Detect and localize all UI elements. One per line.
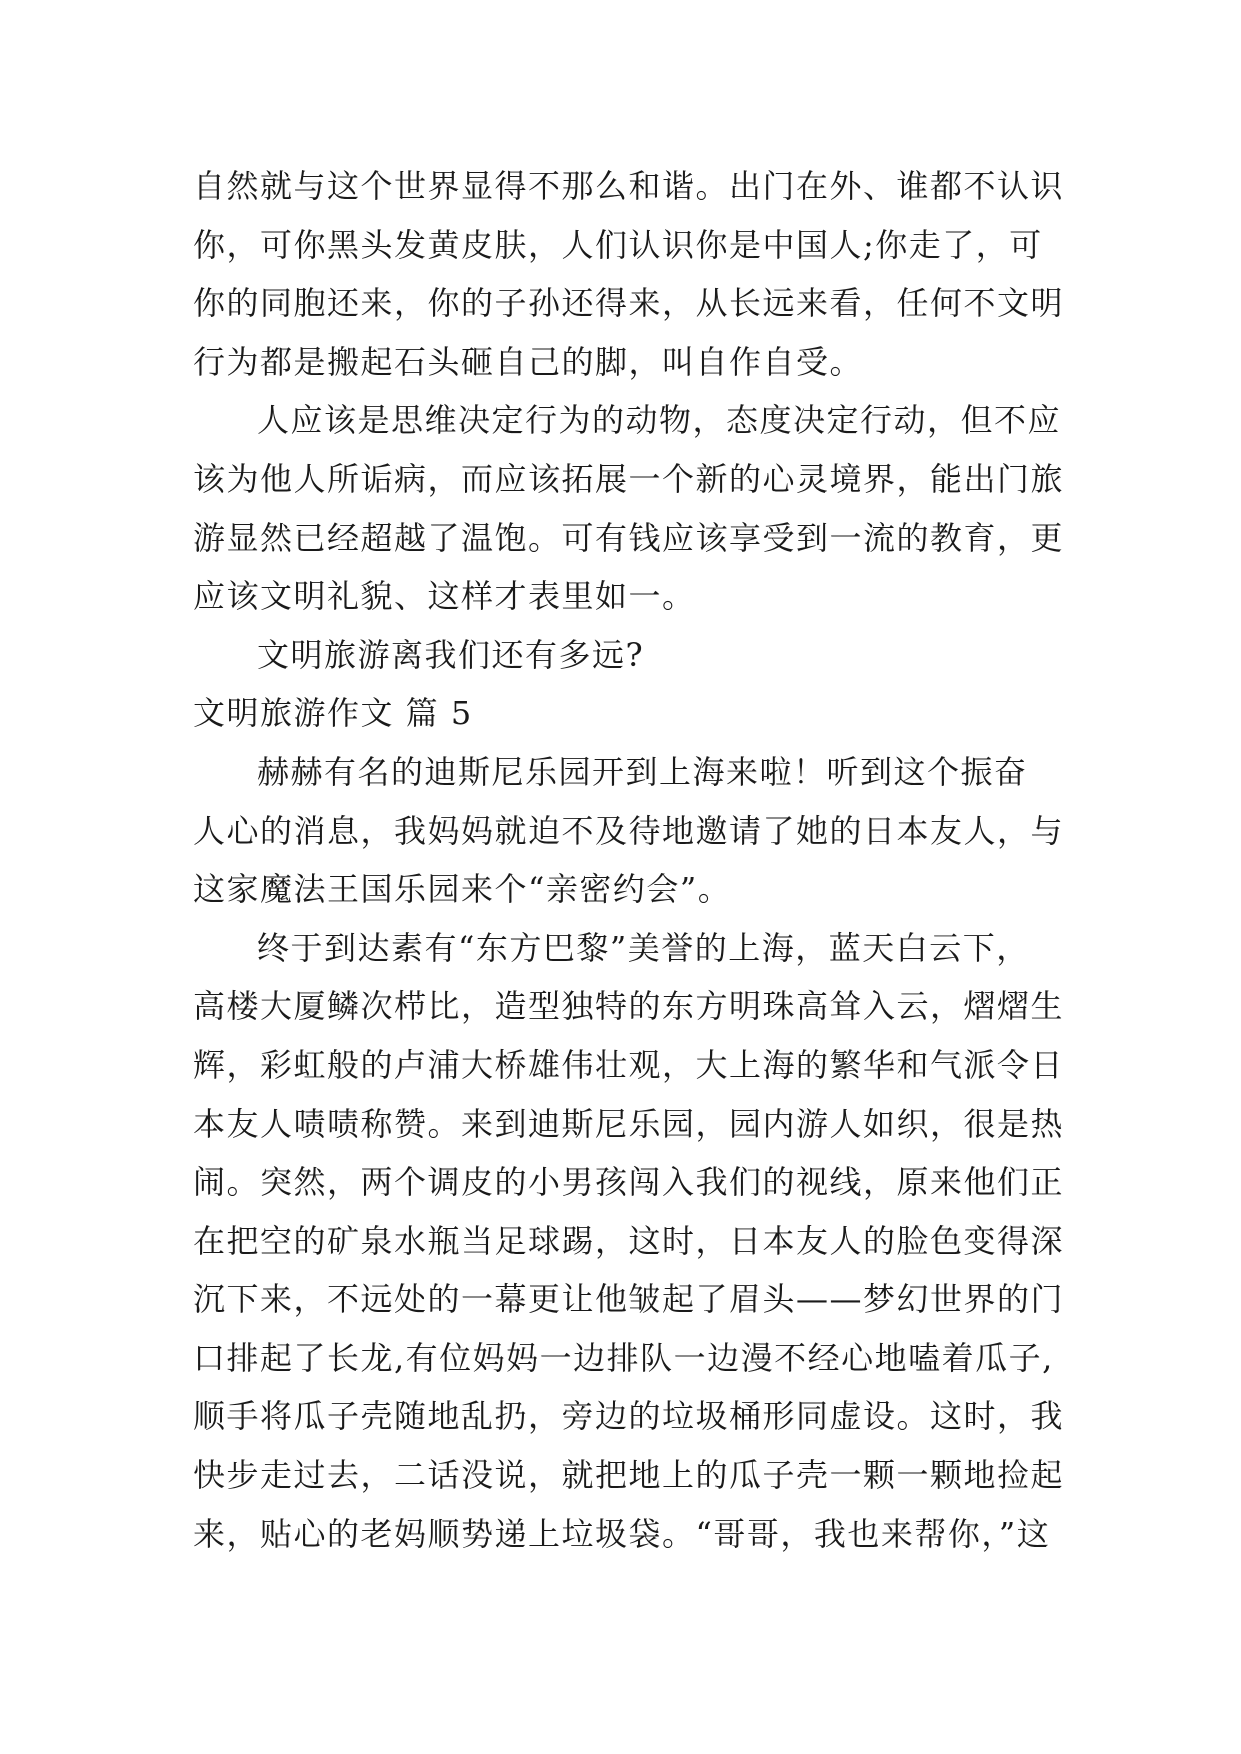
- text-line: 该为他人所诟病，而应该拓展一个新的心灵境界，能出门旅: [193, 459, 1065, 498]
- text-line: 游显然已经超越了温饱。可有钱应该享受到一流的教育，更: [193, 518, 1065, 557]
- text-line: 闹。突然，两个调皮的小男孩闯入我们的视线，原来他们正: [193, 1163, 1065, 1202]
- text-line: 高楼大厦鳞次栉比，造型独特的东方明珠高耸入云，熠熠生: [193, 987, 1065, 1026]
- document-body: [193, 157, 1063, 1563]
- text-line: 赫赫有名的迪斯尼乐园开到上海来啦！听到这个振奋: [257, 752, 1028, 791]
- text-line: 辉，彩虹般的卢浦大桥雄伟壮观，大上海的繁华和气派令日: [193, 1045, 1065, 1084]
- section-heading: 文明旅游作文 篇 5: [193, 694, 473, 733]
- text-line: 人心的消息，我妈妈就迫不及待地邀请了她的日本友人，与: [193, 811, 1065, 850]
- text-line: 顺手将瓜子壳随地乱扔，旁边的垃圾桶形同虚设。这时，我: [193, 1397, 1065, 1436]
- text-line: 你，可你黑头发黄皮肤，人们认识你是中国人;你走了，可: [193, 225, 1043, 264]
- text-line: 应该文明礼貌、这样才表里如一。: [193, 577, 696, 616]
- text-line: 沉下来，不远处的一幕更让他皱起了眉头——梦幻世界的门: [193, 1280, 1065, 1319]
- text-line: 自然就与这个世界显得不那么和谐。出门在外、谁都不认识: [193, 167, 1065, 205]
- text-line: 本友人啧啧称赞。来到迪斯尼乐园，园内游人如织，很是热: [193, 1104, 1065, 1143]
- text-line: 你的同胞还来，你的子孙还得来，从长远来看，任何不文明: [193, 284, 1065, 323]
- text-line: 终于到达素有“东方巴黎”美誉的上海，蓝天白云下，: [257, 928, 1030, 967]
- text-line: 在把空的矿泉水瓶当足球踢，这时，日本友人的脸色变得深: [193, 1221, 1065, 1260]
- text-line: 人应该是思维决定行为的动物，态度决定行动，但不应: [257, 401, 1062, 440]
- text-line: 口排起了长龙,有位妈妈一边排队一边漫不经心地嗑着瓜子,: [193, 1338, 1054, 1377]
- text-line: 行为都是搬起石头砸自己的脚，叫自作自受。: [193, 342, 864, 381]
- text-line: 文明旅游离我们还有多远?: [257, 635, 645, 674]
- text-line: 快步走过去，二话没说，就把地上的瓜子壳一颗一颗地捡起: [193, 1456, 1065, 1495]
- text-line: 来，贴心的老妈顺势递上垃圾袋。“哥哥，我也来帮你，”这: [193, 1514, 1051, 1553]
- text-line: 这家魔法王国乐园来个“亲密约会”。: [193, 870, 732, 909]
